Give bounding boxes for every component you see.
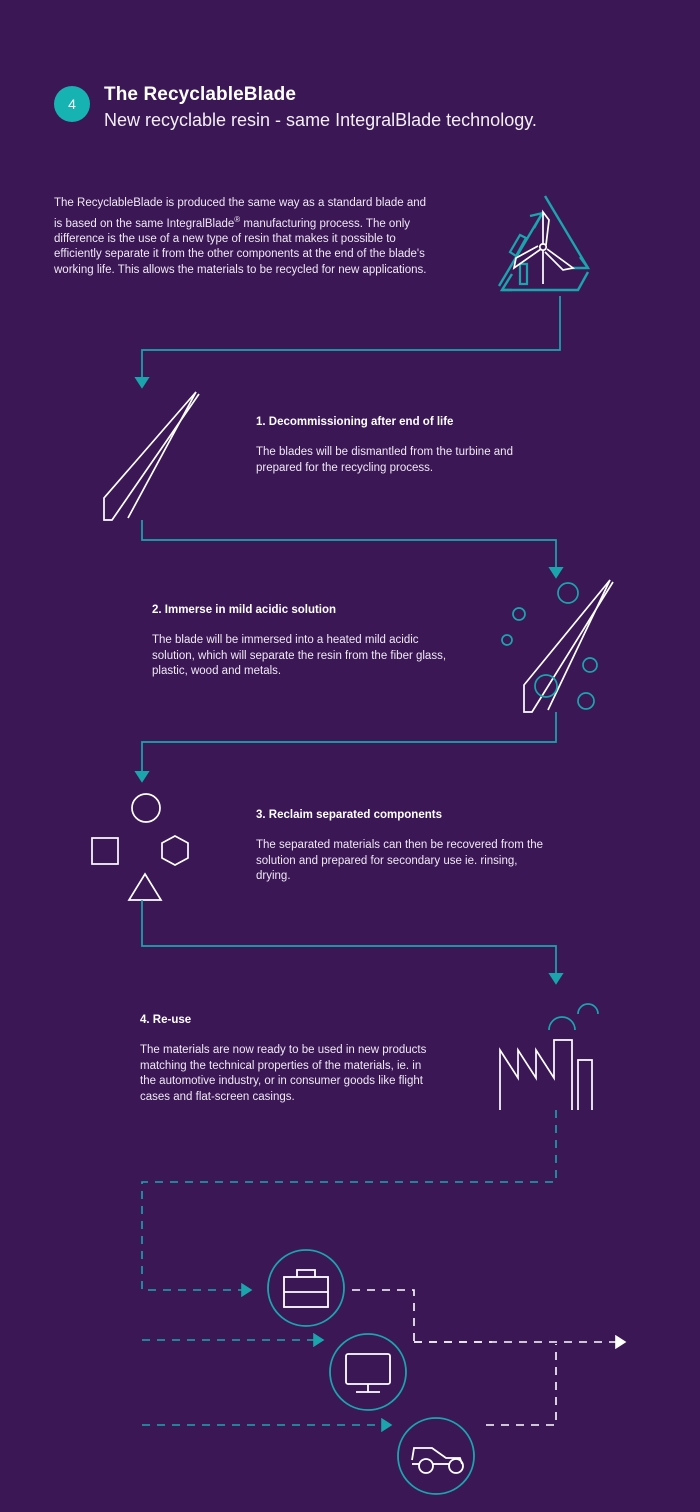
car-icon xyxy=(398,1418,474,1494)
factory-icon xyxy=(500,1040,592,1110)
step-3-body: The separated materials can then be recovered from the solution and prepared for secondary use ie. rinsing, drying. xyxy=(256,839,544,882)
step-badge: 4 xyxy=(54,86,90,122)
intro-text-part1: The RecyclableBlade is produced the same way as a standard blade and is based on the same IntegralBlade xyxy=(54,197,427,230)
step-2-body: The blade will be immersed into a heated mild acidic solution, which will separate the resin from the fiber glass, plastic, wood and metals. xyxy=(152,634,447,677)
factory-smoke-icon xyxy=(549,1004,598,1030)
step-1-title: 1. Decommissioning after end of life xyxy=(256,416,454,428)
bubbles-icon xyxy=(502,583,597,709)
intro-paragraph xyxy=(54,196,436,278)
recycling-turbine-icon xyxy=(499,196,588,290)
step-3-title: 3. Reclaim separated components xyxy=(256,809,442,821)
registered-mark: ® xyxy=(234,214,241,224)
step-4-title: 4. Re-use xyxy=(140,1014,192,1026)
turbine-glyph xyxy=(514,212,573,284)
connector-step2-to-step3 xyxy=(142,712,556,776)
connector-step4-to-reuse xyxy=(142,1110,556,1425)
step-1-body: The blades will be dismantled from the turbine and prepared for the recycling process. xyxy=(256,446,513,474)
shapes-icon xyxy=(92,794,188,900)
connector-step1-to-step2 xyxy=(142,520,556,572)
flight-case-icon xyxy=(268,1250,344,1326)
blade-icon xyxy=(104,392,199,520)
step-2-title: 2. Immerse in mild acidic solution xyxy=(152,604,337,616)
blade-in-bubbles-icon xyxy=(524,580,613,712)
connector-step3-to-step4 xyxy=(142,900,556,978)
connector-intro-to-step1 xyxy=(142,296,560,382)
page-subtitle: New recyclable resin - same IntegralBlade technology. xyxy=(104,110,537,130)
monitor-icon xyxy=(330,1334,406,1410)
connector-reuse-outflow xyxy=(352,1290,620,1425)
step-4-body: The materials are now ready to be used in new products matching the technical properties of the materials, ie. in the automotive industry, or in consumer goods like flight cases and flat-screen casings. xyxy=(140,1044,427,1103)
page-title: The RecyclableBlade xyxy=(104,84,296,105)
intro-text-part2: manufacturing process. The only difference is the use of a new type of resin that makes it possible to efficiently separate it from the other components at the end of the blade's working life. This allows the materials to be recycled for new applications. xyxy=(54,217,427,276)
